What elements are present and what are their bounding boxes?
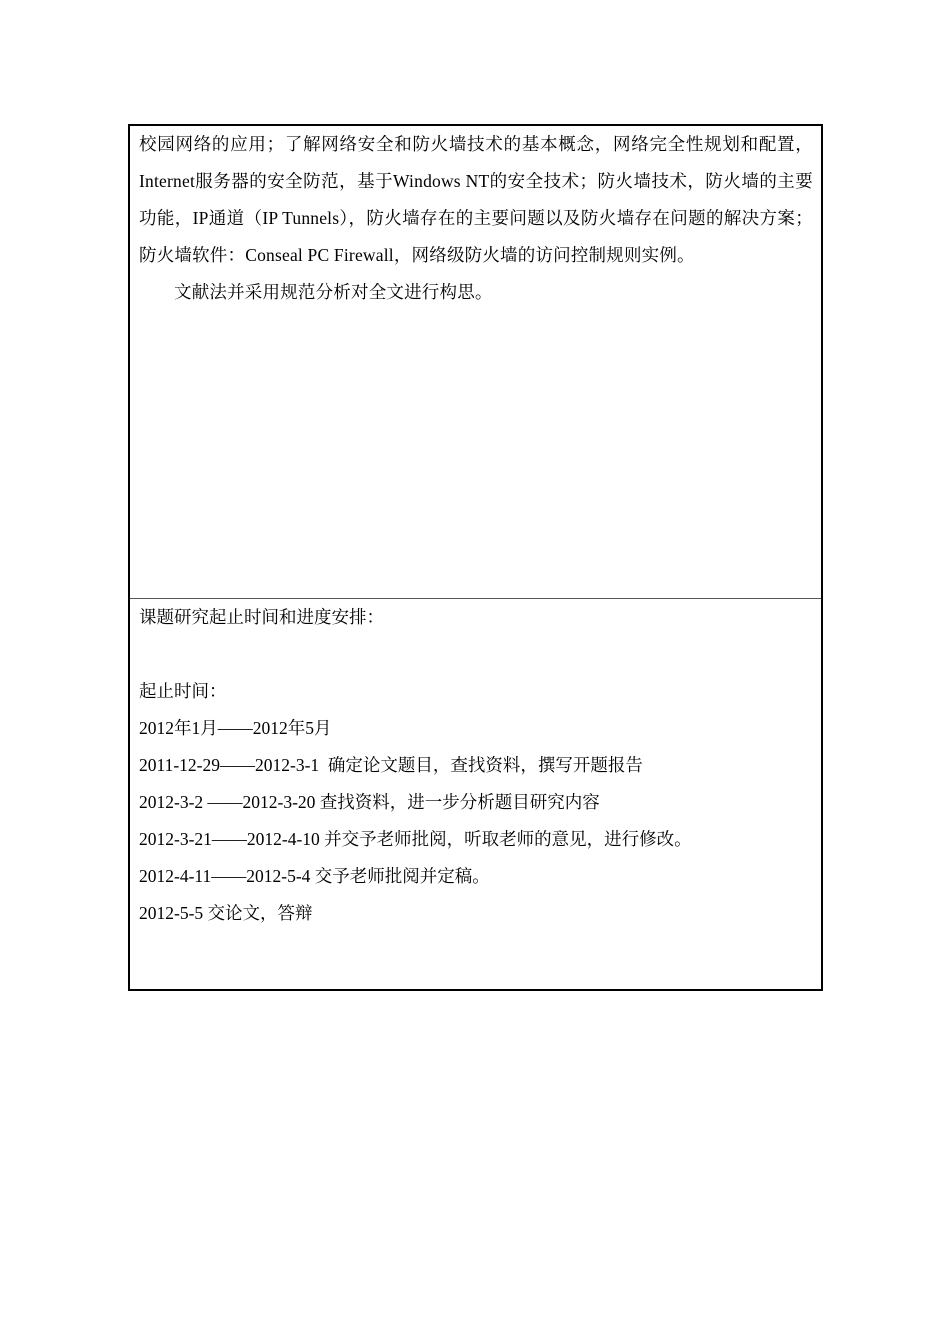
content-paragraph: 校园网络的应用；了解网络安全和防火墙技术的基本概念，网络完全性规划和配置，Internet服务器的安全防范，基于Windows NT的安全技术；防火墙技术，防火墙的主要功能，IP通道（IP Tunnels），防火墙存在的主要问题以及防火墙存在问题的解决方案；防火墙软件：Conseal PC Firewall，网络级防火墙的访问控制规则实例。 — [139, 134, 813, 265]
period-range: 2012年1月——2012年5月 — [139, 718, 332, 738]
proposal-form-table — [128, 124, 823, 991]
method-paragraph: 文献法并采用规范分析对全文进行构思。 — [174, 282, 493, 302]
research-content-cell — [130, 126, 821, 598]
period-label: 起止时间： — [139, 681, 227, 701]
schedule-item: 2012-3-2 ——2012-3-20 查找资料，进一步分析题目研究内容 — [139, 792, 600, 812]
schedule-item: 2012-5-5 交论文，答辩 — [139, 903, 313, 923]
schedule-cell — [130, 598, 821, 989]
schedule-item: 2012-3-21——2012-4-10 并交予老师批阅，听取老师的意见，进行修改。 — [139, 829, 692, 849]
schedule-item: 2011-12-29——2012-3-1 确定论文题目，查找资料，撰写开题报告 — [139, 755, 643, 775]
schedule-item: 2012-4-11——2012-5-4 交予老师批阅并定稿。 — [139, 866, 490, 886]
spacer — [139, 636, 813, 673]
schedule-heading: 课题研究起止时间和进度安排： — [139, 607, 384, 627]
